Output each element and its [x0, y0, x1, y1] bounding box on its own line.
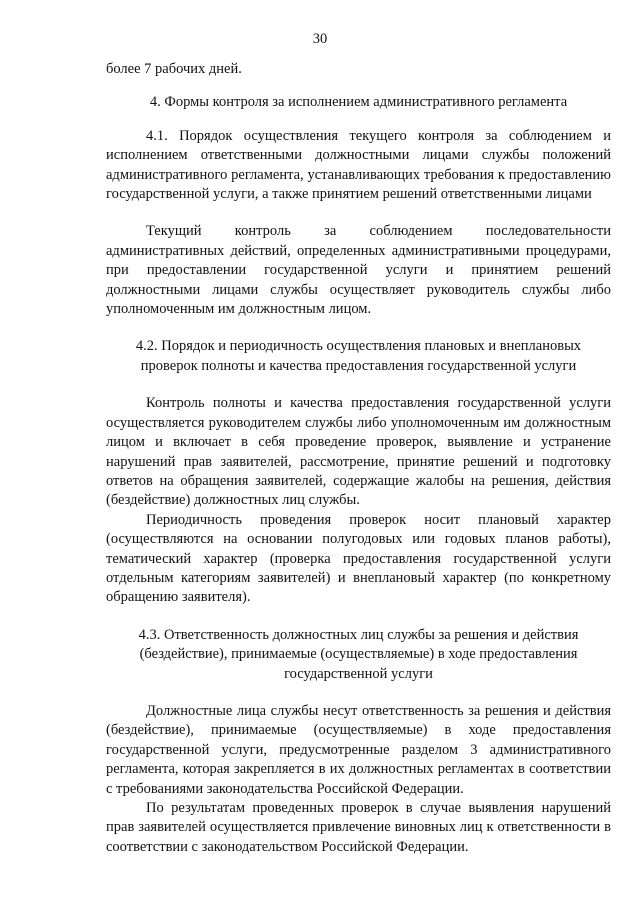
- section-4-1-heading: 4.1. Порядок осуществления текущего контроля за соблюдением и исполнением ответственными должностными лицами службы положений административного регламента, устанавливающих требования к предоставлению государственной услуги, а также принятием решений ответственными лицами: [106, 127, 611, 203]
- lead-line: более 7 рабочих дней.: [106, 61, 242, 77]
- page-number: 30: [312, 31, 328, 47]
- section-4-3-heading: 4.3. Ответственность должностных лиц службы за решения и действия (бездействие), принимаемые (осуществляемые) в ходе предоставления государственной услуги: [138, 626, 579, 682]
- section-4-3-paragraph-1: Должностные лица службы несут ответственность за решения и действия (бездействие), принимаемые (осуществляемые) в ходе предоставления государственной услуги, предусмотренные разделом 3 административного регламента, которая закрепляется в их должностных регламентах в соответствии с требованиями законодательства Российской Федерации.: [106, 702, 611, 797]
- section-4-heading: 4. Формы контроля за исполнением административного регламента: [149, 94, 568, 111]
- section-4-3-paragraph-2: По результатам проведенных проверок в случае выявления нарушений прав заявителей осуществляется привлечение виновных лиц к ответственности в соответствии с законодательством Российской Федерации.: [106, 800, 611, 855]
- section-4-2-paragraph-2: Периодичность проведения проверок носит плановый характер (осуществляются на основании полугодовых или годовых планов работы), тематический характер (проверка предоставления государственной услуги отдельным категориям заявителей) и внеплановый характер (по конкретному обращению заявителя).: [106, 511, 611, 606]
- section-4-2-paragraph-1: Контроль полноты и качества предоставления государственной услуги осуществляется руководителем службы либо уполномоченным им должностным лицом и включает в себя проведение проверок, выявление и устранение нарушений прав заявителей, рассмотрение, принятие решений и подготовку ответов на обращения заявителей, содержащие жалобы на решения, действия (бездействие) должностных лиц службы.: [106, 395, 611, 509]
- section-4-1-paragraph-1: Текущий контроль за соблюдением последовательности административных действий, определенных административными процедурами, при предоставлении государственной услуги и принятием решений должностными лицами службы осуществляет руководитель службы либо уполномоченным им должностным лицом.: [106, 223, 611, 318]
- document-body: [106, 60, 611, 857]
- section-4-2-heading: 4.2. Порядок и периодичность осуществления плановых и внеплановых проверок полноты и качества предоставления государственной услуги: [135, 338, 582, 374]
